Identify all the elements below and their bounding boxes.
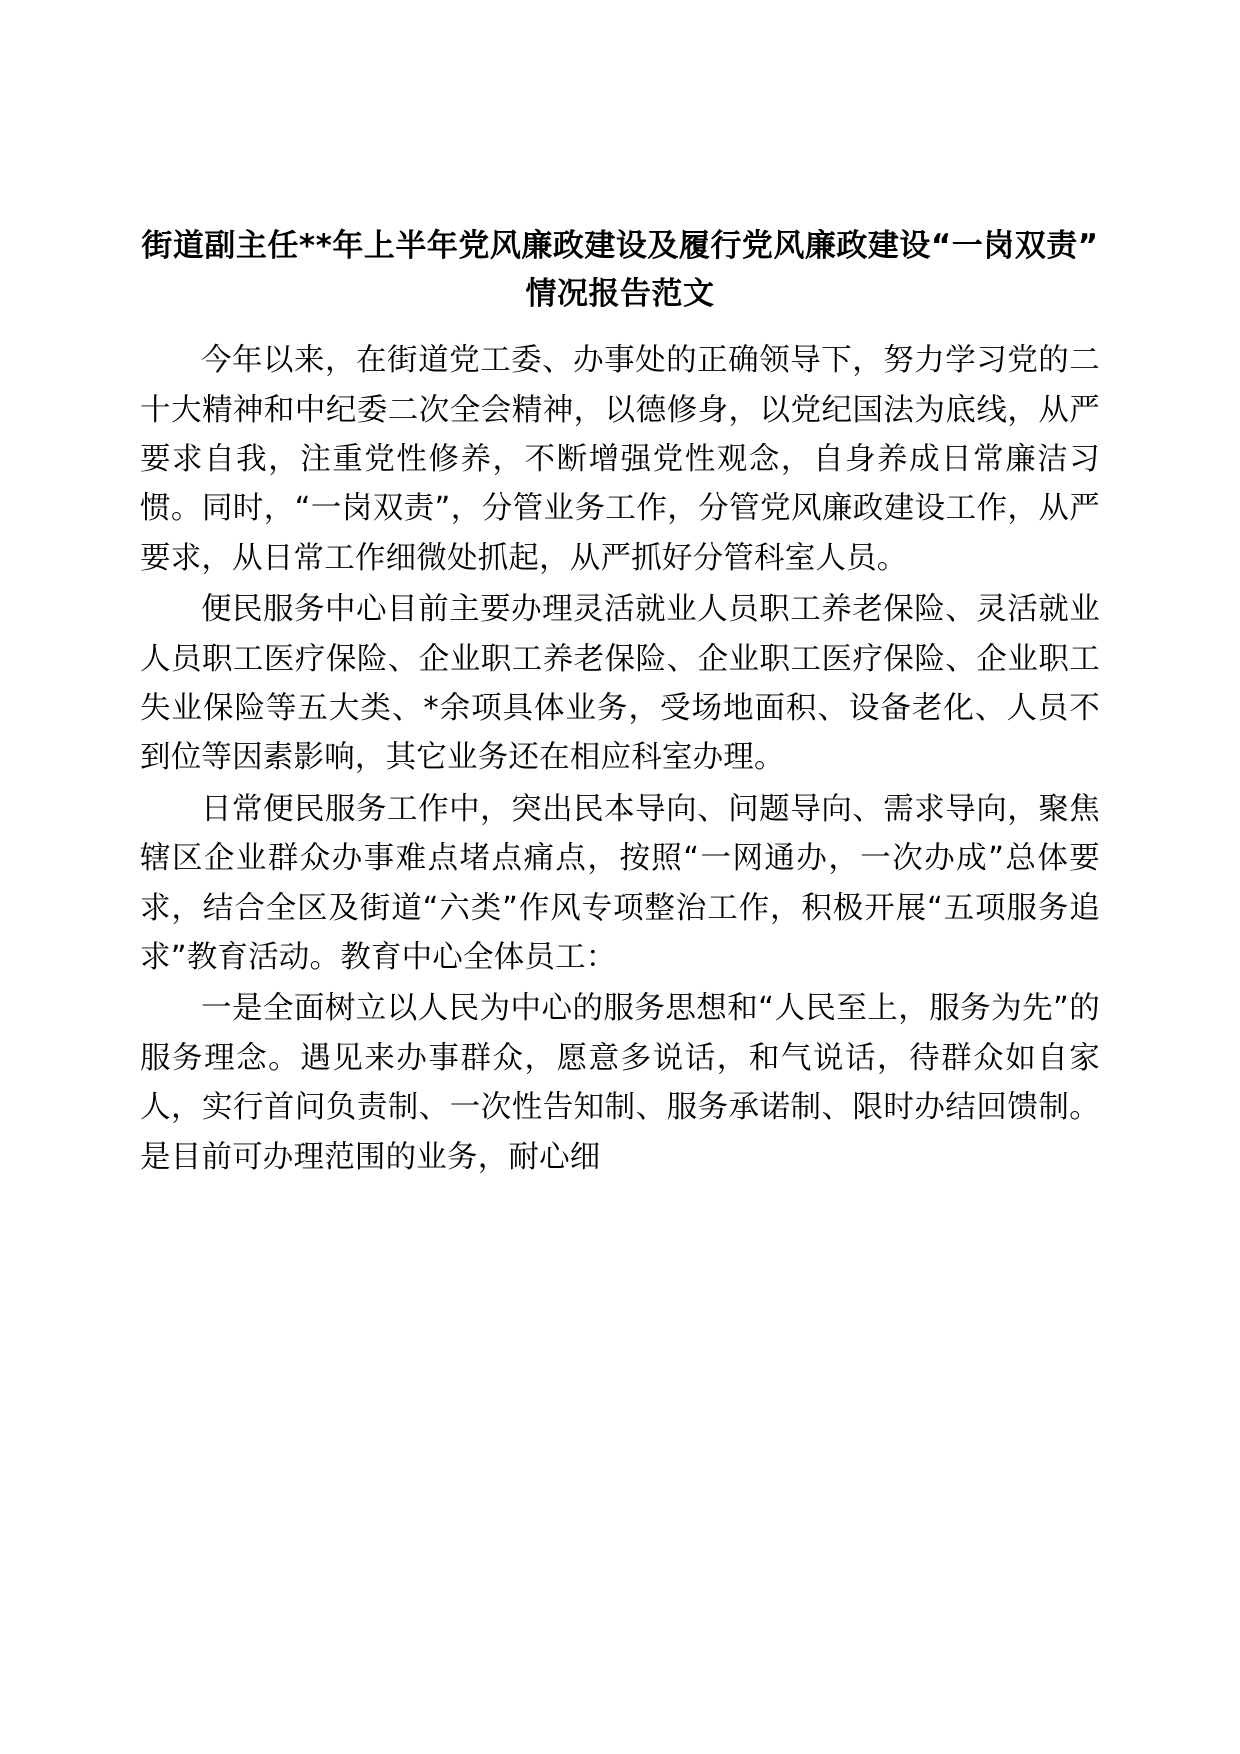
paragraph: 一是全面树立以人民为中心的服务思想和“人民至上，服务为先”的服务理念。遇见来办事群众，愿意多说话，和气说话，待群众如自家人，实行首问负责制、一次性告知制、服务承诺制、限时办结回馈制。是目前可办理范围的业务，耐心细 — [140, 991, 1100, 1175]
page-title: 街道副主任**年上半年党风廉政建设及履行党风廉政建设“一岗双责”情况报告范文 — [141, 228, 1099, 313]
paragraph: 今年以来，在街道党工委、办事处的正确领导下，努力学习党的二十大精神和中纪委二次全会精神，以德修身，以党纪国法为底线，从严要求自我，注重党性修养，不断增强党性观念，自身养成日常廉洁习惯。同时，“一岗双责”，分管业务工作，分管党风廉政建设工作，从严要求，从日常工作细微处抓起，从严抓好分管科室人员。 — [140, 343, 1100, 576]
paragraph: 日常便民服务工作中，突出民本导向、问题导向、需求导向，聚焦辖区企业群众办事难点堵点痛点，按照“一网通办，一次办成”总体要求，结合全区及街道“六类”作风专项整治工作，积极开展“五项服务追求”教育活动。教育中心全体员工： — [140, 791, 1100, 975]
document-body — [140, 336, 1100, 1182]
paragraph: 便民服务中心目前主要办理灵活就业人员职工养老保险、灵活就业人员职工医疗保险、企业职工养老保险、企业职工医疗保险、企业职工失业保险等五大类、*余项具体业务，受场地面积、设备老化、人员不到位等因素影响，其它业务还在相应科室办理。 — [140, 592, 1100, 776]
